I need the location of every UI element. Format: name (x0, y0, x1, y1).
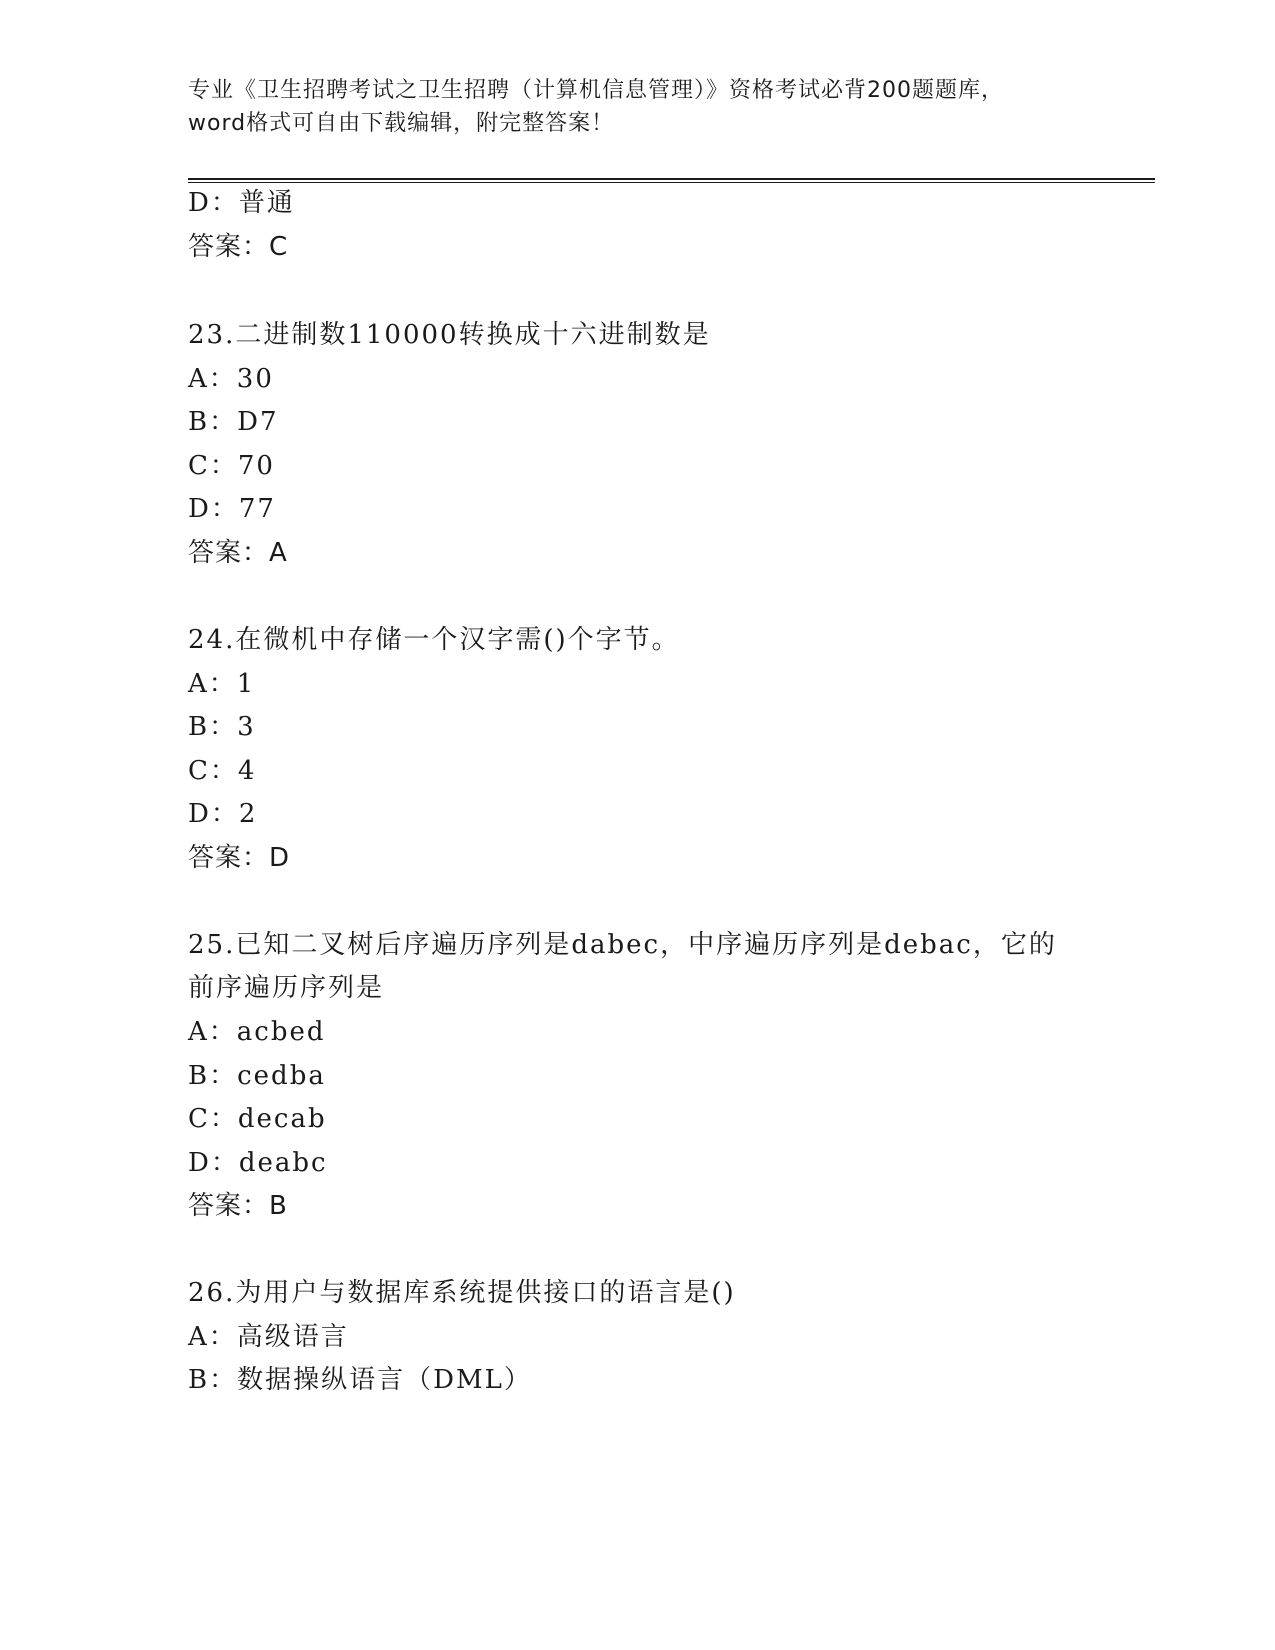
document-header (188, 74, 1088, 140)
header-line-2: word格式可自由下载编辑，附完整答案！ (188, 111, 615, 136)
question-25-option-b: B：cedba (188, 1061, 326, 1091)
question-24-answer: 答案：D (188, 843, 291, 873)
question-25-option-d: D：deabc (188, 1148, 328, 1178)
prev-option-d: D：普通 (188, 188, 295, 218)
question-24-option-d: D：2 (188, 799, 258, 829)
question-24-option-b: B：3 (188, 712, 256, 742)
question-25-stem-line-2: 前序遍历序列是 (188, 973, 385, 1003)
question-24-option-c: C：4 (188, 756, 257, 786)
question-23-option-a: A：30 (188, 364, 274, 394)
question-26-stem: 26.为用户与数据库系统提供接口的语言是() (188, 1278, 736, 1308)
question-23-option-d: D：77 (188, 494, 276, 524)
question-25-answer: 答案：B (188, 1191, 288, 1221)
question-23-option-c: C：70 (188, 451, 275, 481)
question-23-option-b: B：D7 (188, 407, 279, 437)
question-26-option-b: B：数据操纵语言（DML） (188, 1365, 532, 1395)
prev-answer: 答案：C (188, 232, 289, 262)
question-25-stem-line-1: 25.已知二叉树后序遍历序列是dabec，中序遍历序列是debac，它的 (188, 930, 1057, 960)
header-divider (188, 178, 1155, 183)
question-26-option-a: A：高级语言 (188, 1322, 349, 1352)
header-line-1: 专业《卫生招聘考试之卫生招聘（计算机信息管理）》资格考试必背200题题库， (188, 78, 1004, 103)
question-25-option-c: C：decab (188, 1104, 327, 1134)
question-24-stem: 24.在微机中存储一个汉字需()个字节。 (188, 625, 680, 655)
question-23-stem: 23.二进制数110000转换成十六进制数是 (188, 320, 711, 350)
question-24-option-a: A：1 (188, 669, 256, 699)
question-25-option-a: A：acbed (188, 1017, 326, 1047)
question-23-answer: 答案：A (188, 538, 288, 568)
